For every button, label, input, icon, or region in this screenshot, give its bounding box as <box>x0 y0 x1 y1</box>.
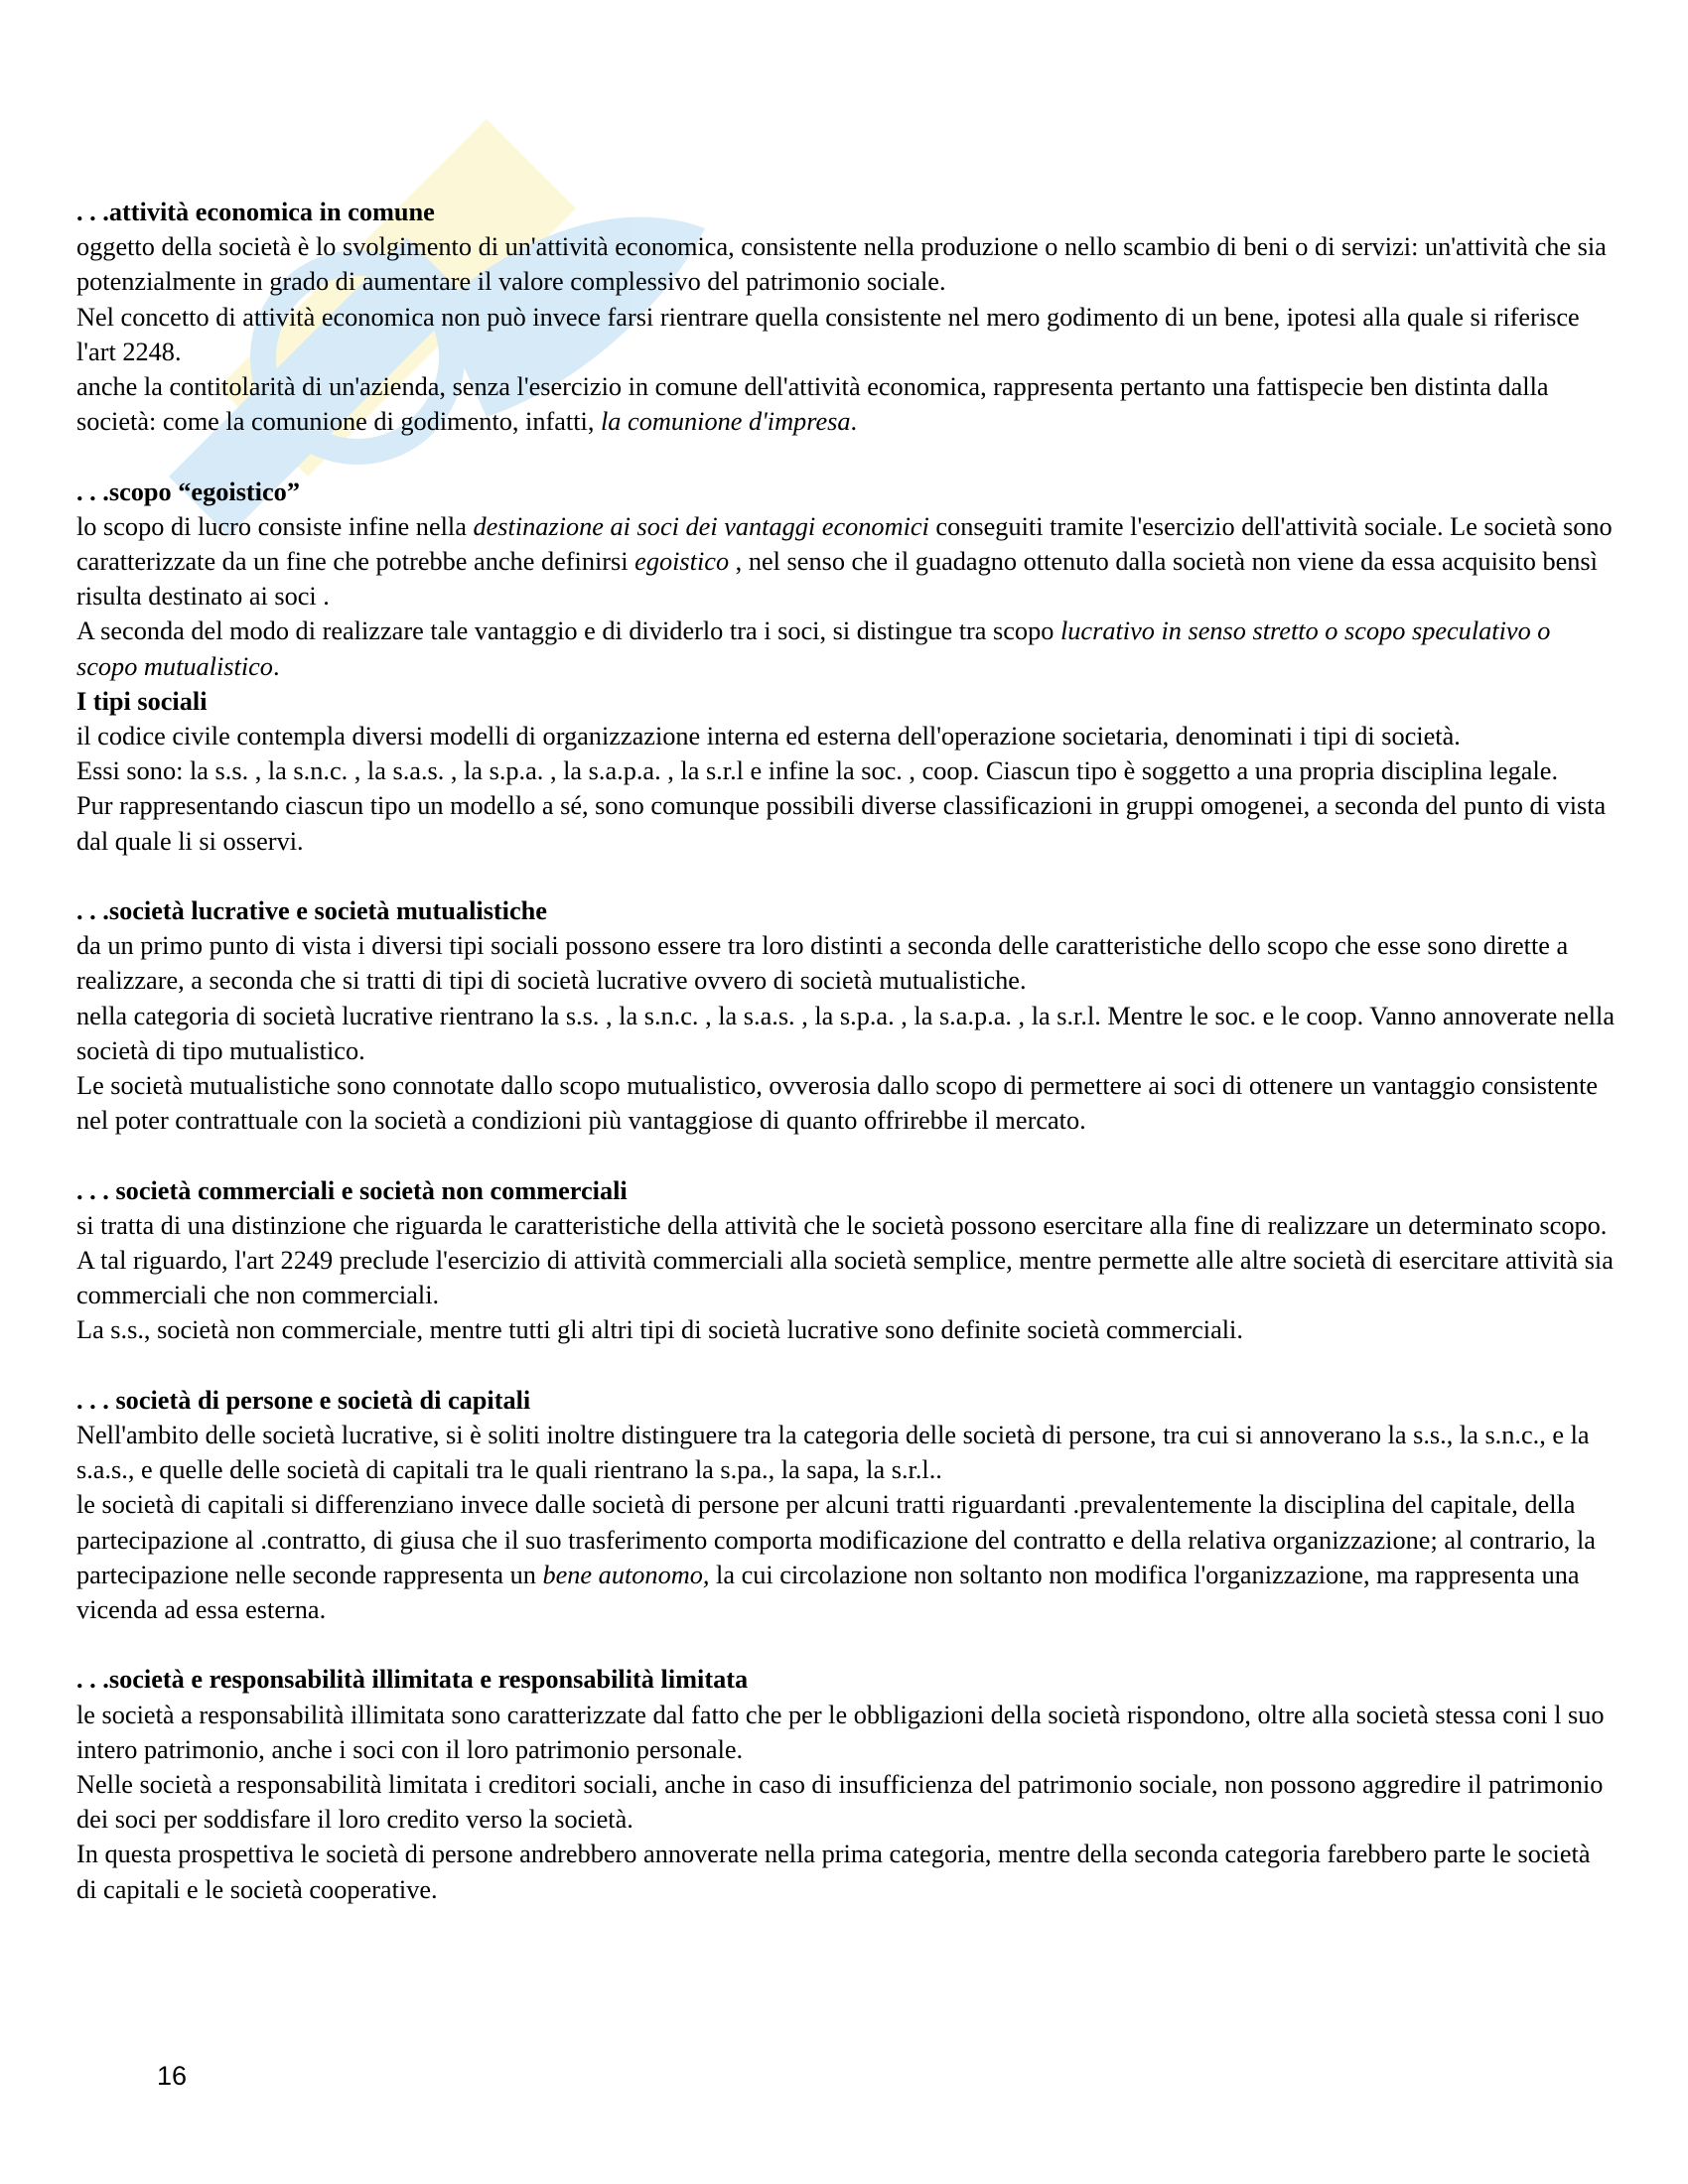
text-run: lo scopo di lucro consiste infine nella <box>76 511 474 541</box>
document-section <box>76 1173 1616 1348</box>
document-section <box>76 893 1616 1138</box>
text-run: A seconda del modo di realizzare tale vantaggio e di dividerlo tra i soci, si distingue tra scopo <box>76 616 1060 646</box>
text-run: le società a responsabilità illimitata sono caratterizzate dal fatto che per le obbligazioni della società rispondono, oltre alla società stessa coni l suo intero patrimonio, anche i soci con il loro patrimonio personale. <box>76 1700 1605 1764</box>
paragraph <box>76 1243 1616 1312</box>
text-run: Nell'ambito delle società lucrative, si è soliti inoltre distinguere tra la categoria delle società di persone, tra cui si annoverano la s.s., la s.n.c., e la s.a.s., e quelle delle società di capitali tra le quali rientrano la s.pa., la sapa, la s.r.l.. <box>76 1421 1590 1485</box>
text-run: A tal riguardo, l'art 2249 preclude l'esercizio di attività commerciali alla società semplice, mentre permette alle altre società di esercitare attività sia commerciali che non commerciali. <box>76 1246 1614 1310</box>
italic-text-run: destinazione ai soci dei vantaggi economici <box>473 511 929 541</box>
paragraph <box>76 229 1616 299</box>
section-heading: . . .società lucrative e società mutualistiche <box>76 896 547 926</box>
text-run: la cui circolazione non soltanto non modifica l'organizzazione, ma rappresenta una vicenda ad essa esterna. <box>76 1560 1580 1625</box>
text-run: oggetto della società è lo svolgimento di un'attività economica, consistente nella produzione o nello scambio di beni o di servizi: un'attività che sia potenzialmente in grado di aumentare il valore complessivo del patrimonio sociale. <box>76 232 1607 297</box>
document-section <box>76 684 1616 859</box>
paragraph <box>76 369 1616 439</box>
text-run: da un primo punto di vista i diversi tipi sociali possono essere tra loro distinti a seconda delle caratteristiche dello scopo che esse sono dirette a realizzare, a seconda che si tratti di tipi di società lucrative ovvero di società mutualistiche. <box>76 931 1569 996</box>
paragraph <box>76 928 1616 998</box>
italic-text-run: bene autonomo, <box>542 1560 710 1589</box>
paragraph <box>76 1418 1616 1487</box>
text-run: anche la contitolarità di un'azienda, senza l'esercizio in comune dell'attività economica, rappresenta pertanto una fattispecie ben distinta dalla società: come la comunione di godimento, infatti, <box>76 372 1549 437</box>
paragraph <box>76 300 1616 369</box>
paragraph <box>76 1698 1616 1767</box>
section-heading: . . .scopo “egoistico” <box>76 477 300 506</box>
text-run: Le società mutualistiche sono connotate dallo scopo mutualistico, ovverosia dallo scopo di permettere ai soci di ottenere un vantaggio consistente nel poter contrattuale con la società a condizioni più vantaggiose di quanto offrirebbe il mercato. <box>76 1071 1599 1136</box>
paragraph <box>76 1312 1616 1347</box>
text-run: nella categoria di società lucrative rientrano la s.s. , la s.n.c. , la s.a.s. , la s.p.a. , la s.a.p.a. , la s.r.l. Mentre le soc. e le coop. Vanno annoverate nella società di tipo mutualistico. <box>76 1001 1616 1065</box>
text-run: La s.s., società non commerciale, mentre tutti gli altri tipi di società lucrative sono definite società commerciali. <box>76 1315 1243 1345</box>
text-run: , nel senso che il guadagno ottenuto dalla società non viene da essa acquisito bensì risulta destinato ai soci . <box>76 547 1598 612</box>
section-heading: . . .attività economica in comune <box>76 198 435 226</box>
paragraph <box>76 1068 1616 1138</box>
document-body <box>76 195 1616 1942</box>
text-run: Pur rappresentando ciascun tipo un modello a sé, sono comunque possibili diverse classificazioni in gruppi omogenei, a seconda del punto di vista dal quale li si osservi. <box>76 791 1607 856</box>
text-run: Essi sono: la s.s. , la s.n.c. , la s.a.s. , la s.p.a. , la s.a.p.a. , la s.r.l e infine la soc. , coop. Ciascun tipo è soggetto a una propria disciplina legale. <box>76 756 1559 786</box>
document-section <box>76 475 1616 684</box>
section-heading: . . .società e responsabilità illimitata e responsabilità limitata <box>76 1665 749 1695</box>
paragraph <box>76 788 1616 858</box>
paragraph <box>76 1487 1616 1627</box>
paragraph <box>76 1837 1616 1906</box>
document-section <box>76 195 1616 439</box>
text-run: In questa prospettiva le società di persone andrebbero annoverate nella prima categoria, mentre della seconda categoria farebbero parte le società di capitali e le società cooperative. <box>76 1840 1591 1904</box>
section-heading: . . . società di persone e società di capitali <box>76 1385 531 1415</box>
text-run: Nelle società a responsabilità limitata i creditori sociali, anche in caso di insufficienza del patrimonio sociale, non possono aggredire il patrimonio dei soci per soddisfare il loro credito verso la società. <box>76 1770 1604 1835</box>
paragraph <box>76 999 1616 1068</box>
paragraph <box>76 753 1616 788</box>
text-run: il codice civile contempla diversi modelli di organizzazione interna ed esterna dell'operazione societaria, denominati i tipi di società. <box>76 722 1461 751</box>
section-heading: I tipi sociali <box>76 686 208 716</box>
paragraph <box>76 509 1616 614</box>
paragraph <box>76 1767 1616 1837</box>
text-run: . <box>850 407 858 437</box>
italic-text-run: egoistico <box>634 547 730 577</box>
document-section <box>76 1383 1616 1627</box>
italic-text-run: lucrativo in senso stretto o scopo speculativo o scopo mutualistico <box>76 616 1551 681</box>
paragraph <box>76 1208 1616 1243</box>
text-run: le società di capitali si differenziano invece dalle società di persone per alcuni tratti riguardanti .prevalentemente la disciplina del capitale, della partecipazione al .contratto, di giusa che il suo trasferimento comporta modificazione del contratto e della relativa organizzazione; al contrario, la partecipazione nelle seconde rappresenta un <box>76 1490 1596 1589</box>
paragraph <box>76 719 1616 753</box>
page-number: 16 <box>157 2061 188 2091</box>
text-run: Nel concetto di attività economica non può invece farsi rientrare quella consistente nel mero godimento di un bene, ipotesi alla quale si riferisce l'art 2248. <box>76 302 1580 366</box>
paragraph <box>76 614 1616 683</box>
section-heading: . . . società commerciali e società non commerciali <box>76 1175 628 1205</box>
text-run: conseguiti tramite l'esercizio dell'attività sociale. Le società sono caratterizzate da un fine che potrebbe anche definirsi <box>76 511 1613 577</box>
text-run: . <box>272 651 280 681</box>
text-run: si tratta di una distinzione che riguarda le caratteristiche della attività che le società possono esercitare alla fine di realizzare un determinato scopo. <box>76 1210 1608 1240</box>
document-section <box>76 1662 1616 1906</box>
italic-text-run: la comunione d'impresa <box>601 407 851 437</box>
